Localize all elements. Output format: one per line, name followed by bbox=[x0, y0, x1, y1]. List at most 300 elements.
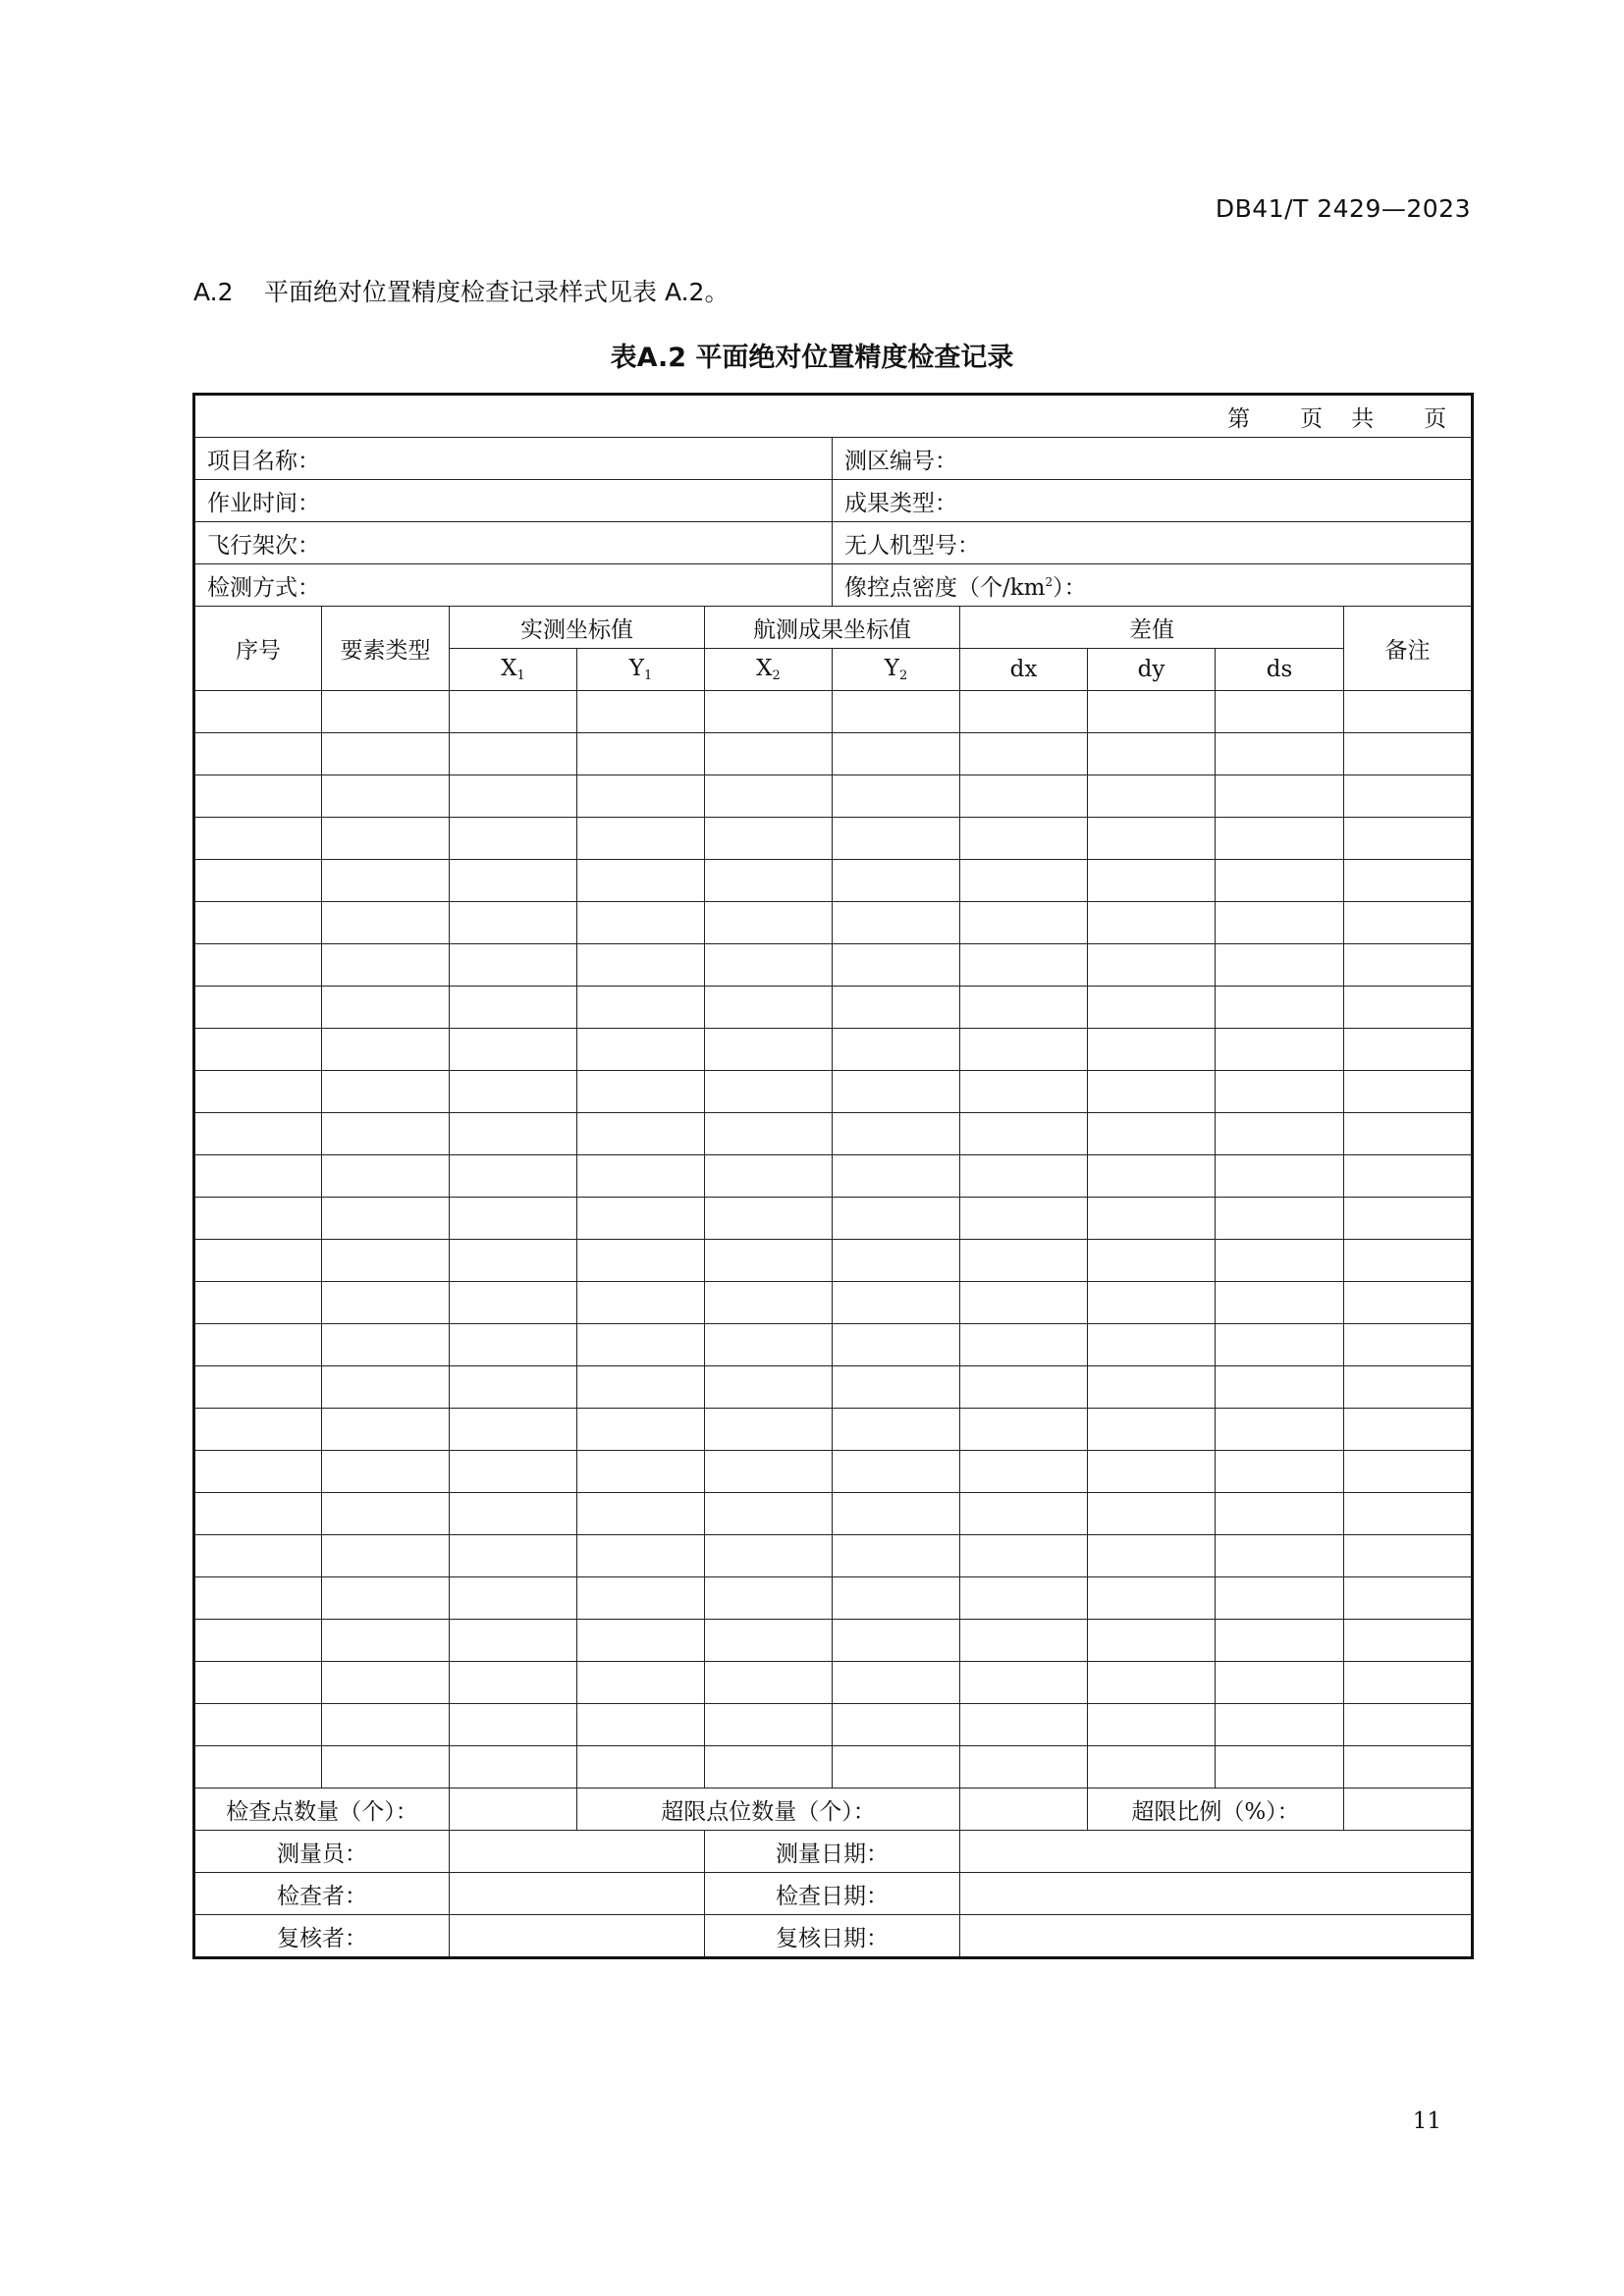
seq-cell[interactable] bbox=[194, 1535, 322, 1577]
dx-cell[interactable] bbox=[960, 1704, 1088, 1746]
y2-cell[interactable] bbox=[833, 818, 960, 860]
remark-cell[interactable] bbox=[1344, 1029, 1473, 1071]
remark-cell[interactable] bbox=[1344, 860, 1473, 902]
remark-cell[interactable] bbox=[1344, 1409, 1473, 1451]
x1-cell[interactable] bbox=[450, 1535, 577, 1577]
x1-cell[interactable] bbox=[450, 1029, 577, 1071]
ds-cell[interactable] bbox=[1216, 1071, 1344, 1113]
surveyor-value[interactable] bbox=[450, 1831, 705, 1873]
x2-cell[interactable] bbox=[705, 1620, 833, 1662]
dx-cell[interactable] bbox=[960, 1071, 1088, 1113]
remark-cell[interactable] bbox=[1344, 1155, 1473, 1198]
y1-cell[interactable] bbox=[577, 944, 705, 987]
x1-cell[interactable] bbox=[450, 1662, 577, 1704]
y1-cell[interactable] bbox=[577, 1366, 705, 1409]
feature-type-cell[interactable] bbox=[322, 944, 450, 987]
x1-cell[interactable] bbox=[450, 860, 577, 902]
x1-cell[interactable] bbox=[450, 775, 577, 818]
feature-type-cell[interactable] bbox=[322, 691, 450, 733]
dy-cell[interactable] bbox=[1088, 775, 1216, 818]
x1-cell[interactable] bbox=[450, 1324, 577, 1366]
y2-cell[interactable] bbox=[833, 1535, 960, 1577]
dx-cell[interactable] bbox=[960, 1535, 1088, 1577]
ds-cell[interactable] bbox=[1216, 691, 1344, 733]
y2-cell[interactable] bbox=[833, 944, 960, 987]
seq-cell[interactable] bbox=[194, 1366, 322, 1409]
seq-cell[interactable] bbox=[194, 1704, 322, 1746]
x1-cell[interactable] bbox=[450, 944, 577, 987]
data-entry-row bbox=[194, 1704, 1473, 1746]
ds-cell[interactable] bbox=[1216, 1704, 1344, 1746]
y2-cell[interactable] bbox=[833, 1198, 960, 1240]
y1-cell[interactable] bbox=[577, 818, 705, 860]
data-entry-row bbox=[194, 1493, 1473, 1535]
check-method-field[interactable]: 检测方式： bbox=[194, 564, 833, 607]
feature-type-cell[interactable] bbox=[322, 818, 450, 860]
feature-type-cell[interactable] bbox=[322, 1029, 450, 1071]
y2-cell[interactable] bbox=[833, 1493, 960, 1535]
surveyor-label: 测量员： bbox=[194, 1831, 450, 1873]
y2-cell[interactable] bbox=[833, 1029, 960, 1071]
ds-cell[interactable] bbox=[1216, 1366, 1344, 1409]
over-limit-ratio-value[interactable] bbox=[1344, 1789, 1473, 1831]
x2-cell[interactable] bbox=[705, 1240, 833, 1282]
feature-type-cell[interactable] bbox=[322, 860, 450, 902]
over-limit-ratio-label: 超限比例（%）： bbox=[1088, 1789, 1344, 1831]
seq-cell[interactable] bbox=[194, 1324, 322, 1366]
y2-cell[interactable] bbox=[833, 1366, 960, 1409]
dy-cell[interactable] bbox=[1088, 1662, 1216, 1704]
remark-cell[interactable] bbox=[1344, 1366, 1473, 1409]
y2-cell[interactable] bbox=[833, 1240, 960, 1282]
dx-cell[interactable] bbox=[960, 1155, 1088, 1198]
y1-cell[interactable] bbox=[577, 1324, 705, 1366]
y1-cell[interactable] bbox=[577, 1198, 705, 1240]
col-x2-header: $X_2$ bbox=[705, 649, 833, 691]
seq-cell[interactable] bbox=[194, 1071, 322, 1113]
x1-cell[interactable] bbox=[450, 1451, 577, 1493]
y1-cell[interactable] bbox=[577, 1155, 705, 1198]
dx-cell[interactable] bbox=[960, 1029, 1088, 1071]
ds-cell[interactable] bbox=[1216, 1324, 1344, 1366]
ds-cell[interactable] bbox=[1216, 1746, 1344, 1789]
dx-cell[interactable] bbox=[960, 691, 1088, 733]
y2-cell[interactable] bbox=[833, 1662, 960, 1704]
y2-cell[interactable] bbox=[833, 1620, 960, 1662]
y1-cell[interactable] bbox=[577, 1704, 705, 1746]
x1-cell[interactable] bbox=[450, 1155, 577, 1198]
y1-cell[interactable] bbox=[577, 775, 705, 818]
dy-cell[interactable] bbox=[1088, 1451, 1216, 1493]
remark-cell[interactable] bbox=[1344, 1451, 1473, 1493]
y2-cell[interactable] bbox=[833, 691, 960, 733]
x1-cell[interactable] bbox=[450, 1282, 577, 1324]
dy-cell[interactable] bbox=[1088, 1155, 1216, 1198]
y2-cell[interactable] bbox=[833, 987, 960, 1029]
ds-cell[interactable] bbox=[1216, 1493, 1344, 1535]
x2-cell[interactable] bbox=[705, 1029, 833, 1071]
dx-cell[interactable] bbox=[960, 1662, 1088, 1704]
seq-cell[interactable] bbox=[194, 1155, 322, 1198]
ds-cell[interactable] bbox=[1216, 1662, 1344, 1704]
feature-type-cell[interactable] bbox=[322, 1662, 450, 1704]
remark-cell[interactable] bbox=[1344, 1198, 1473, 1240]
feature-type-cell[interactable] bbox=[322, 1493, 450, 1535]
x1-cell[interactable] bbox=[450, 1113, 577, 1155]
y2-cell[interactable] bbox=[833, 1409, 960, 1451]
ds-cell[interactable] bbox=[1216, 1198, 1344, 1240]
y2-cell[interactable] bbox=[833, 902, 960, 944]
y2-cell[interactable] bbox=[833, 1704, 960, 1746]
feature-type-cell[interactable] bbox=[322, 1324, 450, 1366]
y2-cell[interactable] bbox=[833, 1451, 960, 1493]
y1-cell[interactable] bbox=[577, 1535, 705, 1577]
dy-cell[interactable] bbox=[1088, 902, 1216, 944]
x2-cell[interactable] bbox=[705, 1071, 833, 1113]
seq-cell[interactable] bbox=[194, 1409, 322, 1451]
review-date-value[interactable] bbox=[960, 1915, 1473, 1958]
dx-cell[interactable] bbox=[960, 1324, 1088, 1366]
seq-cell[interactable] bbox=[194, 691, 322, 733]
reviewer-value[interactable] bbox=[450, 1915, 705, 1958]
dy-cell[interactable] bbox=[1088, 1240, 1216, 1282]
x2-cell[interactable] bbox=[705, 1662, 833, 1704]
x2-cell[interactable] bbox=[705, 1324, 833, 1366]
remark-cell[interactable] bbox=[1344, 1577, 1473, 1620]
dy-cell[interactable] bbox=[1088, 733, 1216, 775]
feature-type-cell[interactable] bbox=[322, 1198, 450, 1240]
remark-cell[interactable] bbox=[1344, 691, 1473, 733]
x1-cell[interactable] bbox=[450, 1746, 577, 1789]
col-measured-header: 实测坐标值 bbox=[450, 607, 705, 649]
dy-cell[interactable] bbox=[1088, 1535, 1216, 1577]
x2-cell[interactable] bbox=[705, 1577, 833, 1620]
dx-cell[interactable] bbox=[960, 1240, 1088, 1282]
dx-cell[interactable] bbox=[960, 987, 1088, 1029]
ds-cell[interactable] bbox=[1216, 1155, 1344, 1198]
x2-cell[interactable] bbox=[705, 1704, 833, 1746]
ds-cell[interactable] bbox=[1216, 733, 1344, 775]
dx-cell[interactable] bbox=[960, 818, 1088, 860]
x1-cell[interactable] bbox=[450, 1409, 577, 1451]
dx-cell[interactable] bbox=[960, 733, 1088, 775]
seq-cell[interactable] bbox=[194, 1240, 322, 1282]
dx-cell[interactable] bbox=[960, 1493, 1088, 1535]
seq-cell[interactable] bbox=[194, 1493, 322, 1535]
feature-type-cell[interactable] bbox=[322, 1577, 450, 1620]
remark-cell[interactable] bbox=[1344, 1746, 1473, 1789]
feature-type-cell[interactable] bbox=[322, 1704, 450, 1746]
feature-type-cell[interactable] bbox=[322, 1366, 450, 1409]
y1-cell[interactable] bbox=[577, 902, 705, 944]
dx-cell[interactable] bbox=[960, 1577, 1088, 1620]
seq-cell[interactable] bbox=[194, 818, 322, 860]
dy-cell[interactable] bbox=[1088, 691, 1216, 733]
ds-cell[interactable] bbox=[1216, 944, 1344, 987]
y1-cell[interactable] bbox=[577, 733, 705, 775]
seq-cell[interactable] bbox=[194, 987, 322, 1029]
dx-cell[interactable] bbox=[960, 1451, 1088, 1493]
x2-cell[interactable] bbox=[705, 1282, 833, 1324]
x1-cell[interactable] bbox=[450, 691, 577, 733]
feature-type-cell[interactable] bbox=[322, 1240, 450, 1282]
y1-cell[interactable] bbox=[577, 860, 705, 902]
remark-cell[interactable] bbox=[1344, 987, 1473, 1029]
data-entry-row bbox=[194, 1535, 1473, 1577]
feature-type-cell[interactable] bbox=[322, 1071, 450, 1113]
y1-cell[interactable] bbox=[577, 1240, 705, 1282]
feature-type-cell[interactable] bbox=[322, 1155, 450, 1198]
seq-cell[interactable] bbox=[194, 733, 322, 775]
x2-cell[interactable] bbox=[705, 818, 833, 860]
y2-cell[interactable] bbox=[833, 1577, 960, 1620]
dx-cell[interactable] bbox=[960, 944, 1088, 987]
x1-cell[interactable] bbox=[450, 1704, 577, 1746]
feature-type-cell[interactable] bbox=[322, 1409, 450, 1451]
feature-type-cell[interactable] bbox=[322, 733, 450, 775]
uav-model-field[interactable]: 无人机型号： bbox=[833, 522, 1473, 564]
x2-cell[interactable] bbox=[705, 1451, 833, 1493]
y2-cell[interactable] bbox=[833, 860, 960, 902]
dy-cell[interactable] bbox=[1088, 1282, 1216, 1324]
x2-cell[interactable] bbox=[705, 860, 833, 902]
dy-cell[interactable] bbox=[1088, 987, 1216, 1029]
data-entry-row bbox=[194, 1198, 1473, 1240]
ds-cell[interactable] bbox=[1216, 1409, 1344, 1451]
dy-cell[interactable] bbox=[1088, 1577, 1216, 1620]
gcp-density-field[interactable] bbox=[833, 564, 1473, 607]
y1-cell[interactable] bbox=[577, 1662, 705, 1704]
ds-cell[interactable] bbox=[1216, 1451, 1344, 1493]
accuracy-record-table bbox=[192, 393, 1474, 1959]
dy-cell[interactable] bbox=[1088, 944, 1216, 987]
y2-cell[interactable] bbox=[833, 1155, 960, 1198]
dx-cell[interactable] bbox=[960, 1282, 1088, 1324]
remark-cell[interactable] bbox=[1344, 1324, 1473, 1366]
feature-type-cell[interactable] bbox=[322, 1535, 450, 1577]
col-x1-header: $X_1$ bbox=[450, 649, 577, 691]
x1-cell[interactable] bbox=[450, 1620, 577, 1662]
remark-cell[interactable] bbox=[1344, 1535, 1473, 1577]
page-label-di: 第 bbox=[1227, 405, 1252, 432]
seq-cell[interactable] bbox=[194, 902, 322, 944]
x1-cell[interactable] bbox=[450, 1240, 577, 1282]
dy-cell[interactable] bbox=[1088, 1113, 1216, 1155]
dx-cell[interactable] bbox=[960, 1366, 1088, 1409]
dy-cell[interactable] bbox=[1088, 1704, 1216, 1746]
y2-cell[interactable] bbox=[833, 1113, 960, 1155]
ds-cell[interactable] bbox=[1216, 1029, 1344, 1071]
dx-cell[interactable] bbox=[960, 775, 1088, 818]
remark-cell[interactable] bbox=[1344, 944, 1473, 987]
feature-type-cell[interactable] bbox=[322, 987, 450, 1029]
result-type-field[interactable]: 成果类型： bbox=[833, 480, 1473, 522]
x2-cell[interactable] bbox=[705, 987, 833, 1029]
seq-cell[interactable] bbox=[194, 1577, 322, 1620]
feature-type-cell[interactable] bbox=[322, 1746, 450, 1789]
x2-cell[interactable] bbox=[705, 1409, 833, 1451]
remark-cell[interactable] bbox=[1344, 1240, 1473, 1282]
seq-cell[interactable] bbox=[194, 1029, 322, 1071]
dy-cell[interactable] bbox=[1088, 818, 1216, 860]
seq-cell[interactable] bbox=[194, 1113, 322, 1155]
dy-cell[interactable] bbox=[1088, 1620, 1216, 1662]
x1-cell[interactable] bbox=[450, 1577, 577, 1620]
x2-cell[interactable] bbox=[705, 902, 833, 944]
remark-cell[interactable] bbox=[1344, 1662, 1473, 1704]
data-entry-row bbox=[194, 860, 1473, 902]
y1-cell[interactable] bbox=[577, 691, 705, 733]
remark-cell[interactable] bbox=[1344, 1493, 1473, 1535]
ds-cell[interactable] bbox=[1216, 1577, 1344, 1620]
data-entry-row bbox=[194, 1029, 1473, 1071]
y1-cell[interactable] bbox=[577, 987, 705, 1029]
dy-cell[interactable] bbox=[1088, 1198, 1216, 1240]
x2-cell[interactable] bbox=[705, 1155, 833, 1198]
feature-type-cell[interactable] bbox=[322, 1282, 450, 1324]
x2-cell[interactable] bbox=[705, 1535, 833, 1577]
document-code: DB41/T 2429—2023 bbox=[1215, 194, 1471, 223]
ds-cell[interactable] bbox=[1216, 860, 1344, 902]
dx-cell[interactable] bbox=[960, 902, 1088, 944]
feature-type-cell[interactable] bbox=[322, 1451, 450, 1493]
work-time-field[interactable]: 作业时间： bbox=[194, 480, 833, 522]
y2-cell[interactable] bbox=[833, 1746, 960, 1789]
remark-cell[interactable] bbox=[1344, 775, 1473, 818]
dy-cell[interactable] bbox=[1088, 1366, 1216, 1409]
ds-cell[interactable] bbox=[1216, 818, 1344, 860]
section-number: A.2 bbox=[193, 278, 234, 306]
ds-cell[interactable] bbox=[1216, 902, 1344, 944]
flight-sortie-field[interactable]: 飞行架次： bbox=[194, 522, 833, 564]
feature-type-cell[interactable] bbox=[322, 1113, 450, 1155]
seq-cell[interactable] bbox=[194, 1662, 322, 1704]
ds-cell[interactable] bbox=[1216, 987, 1344, 1029]
col-remark-header: 备注 bbox=[1344, 607, 1473, 691]
remark-cell[interactable] bbox=[1344, 1282, 1473, 1324]
y1-cell[interactable] bbox=[577, 1409, 705, 1451]
ds-cell[interactable] bbox=[1216, 1535, 1344, 1577]
seq-cell[interactable] bbox=[194, 1746, 322, 1789]
dy-cell[interactable] bbox=[1088, 1409, 1216, 1451]
review-date-label: 复核日期： bbox=[705, 1915, 960, 1958]
remark-cell[interactable] bbox=[1344, 1113, 1473, 1155]
checker-value[interactable] bbox=[450, 1873, 705, 1915]
x2-cell[interactable] bbox=[705, 1746, 833, 1789]
remark-cell[interactable] bbox=[1344, 1620, 1473, 1662]
x2-cell[interactable] bbox=[705, 775, 833, 818]
y2-cell[interactable] bbox=[833, 1071, 960, 1113]
data-entry-row bbox=[194, 1113, 1473, 1155]
ds-cell[interactable] bbox=[1216, 1620, 1344, 1662]
remark-cell[interactable] bbox=[1344, 818, 1473, 860]
x2-cell[interactable] bbox=[705, 944, 833, 987]
dx-cell[interactable] bbox=[960, 1620, 1088, 1662]
seq-cell[interactable] bbox=[194, 1282, 322, 1324]
y2-cell[interactable] bbox=[833, 775, 960, 818]
data-entry-row bbox=[194, 1746, 1473, 1789]
x1-cell[interactable] bbox=[450, 1198, 577, 1240]
x1-cell[interactable] bbox=[450, 902, 577, 944]
remark-cell[interactable] bbox=[1344, 902, 1473, 944]
check-count-value[interactable] bbox=[450, 1789, 577, 1831]
dx-cell[interactable] bbox=[960, 1198, 1088, 1240]
y1-cell[interactable] bbox=[577, 1071, 705, 1113]
feature-type-cell[interactable] bbox=[322, 1620, 450, 1662]
dx-cell[interactable] bbox=[960, 1113, 1088, 1155]
remark-cell[interactable] bbox=[1344, 1704, 1473, 1746]
y2-cell[interactable] bbox=[833, 1282, 960, 1324]
y1-cell[interactable] bbox=[577, 1282, 705, 1324]
seq-cell[interactable] bbox=[194, 1620, 322, 1662]
ds-cell[interactable] bbox=[1216, 1240, 1344, 1282]
project-name-field[interactable]: 项目名称： bbox=[194, 438, 833, 480]
feature-type-cell[interactable] bbox=[322, 902, 450, 944]
x2-cell[interactable] bbox=[705, 1366, 833, 1409]
y1-cell[interactable] bbox=[577, 1746, 705, 1789]
x2-cell[interactable] bbox=[705, 691, 833, 733]
dx-cell[interactable] bbox=[960, 860, 1088, 902]
seq-cell[interactable] bbox=[194, 860, 322, 902]
x1-cell[interactable] bbox=[450, 733, 577, 775]
x1-cell[interactable] bbox=[450, 1493, 577, 1535]
feature-type-cell[interactable] bbox=[322, 775, 450, 818]
over-limit-count-value[interactable] bbox=[960, 1789, 1088, 1831]
y2-cell[interactable] bbox=[833, 1324, 960, 1366]
remark-cell[interactable] bbox=[1344, 1071, 1473, 1113]
dy-cell[interactable] bbox=[1088, 1493, 1216, 1535]
y1-cell[interactable] bbox=[577, 1113, 705, 1155]
x2-cell[interactable] bbox=[705, 733, 833, 775]
survey-area-no-field[interactable]: 测区编号： bbox=[833, 438, 1473, 480]
ds-cell[interactable] bbox=[1216, 1282, 1344, 1324]
x1-cell[interactable] bbox=[450, 987, 577, 1029]
ds-cell[interactable] bbox=[1216, 775, 1344, 818]
survey-date-value[interactable] bbox=[960, 1831, 1473, 1873]
y2-cell[interactable] bbox=[833, 733, 960, 775]
x1-cell[interactable] bbox=[450, 818, 577, 860]
gcp-density-suffix: ）： bbox=[1053, 574, 1087, 601]
x1-cell[interactable] bbox=[450, 1071, 577, 1113]
y1-cell[interactable] bbox=[577, 1451, 705, 1493]
seq-cell[interactable] bbox=[194, 1198, 322, 1240]
x2-cell[interactable] bbox=[705, 1113, 833, 1155]
y1-cell[interactable] bbox=[577, 1493, 705, 1535]
check-date-value[interactable] bbox=[960, 1873, 1473, 1915]
data-entry-row bbox=[194, 1577, 1473, 1620]
dy-cell[interactable] bbox=[1088, 860, 1216, 902]
dy-cell[interactable] bbox=[1088, 1071, 1216, 1113]
x2-cell[interactable] bbox=[705, 1198, 833, 1240]
seq-cell[interactable] bbox=[194, 944, 322, 987]
table-caption: 表A.2 平面绝对位置精度检查记录 bbox=[610, 343, 1014, 373]
remark-cell[interactable] bbox=[1344, 733, 1473, 775]
dy-cell[interactable] bbox=[1088, 1029, 1216, 1071]
dx-cell[interactable] bbox=[960, 1409, 1088, 1451]
dy-cell[interactable] bbox=[1088, 1324, 1216, 1366]
x2-cell[interactable] bbox=[705, 1493, 833, 1535]
y1-cell[interactable] bbox=[577, 1620, 705, 1662]
dx-cell[interactable] bbox=[960, 1746, 1088, 1789]
seq-cell[interactable] bbox=[194, 1451, 322, 1493]
dy-cell[interactable] bbox=[1088, 1746, 1216, 1789]
seq-cell[interactable] bbox=[194, 775, 322, 818]
ds-cell[interactable] bbox=[1216, 1113, 1344, 1155]
y1-cell[interactable] bbox=[577, 1029, 705, 1071]
y1-cell[interactable] bbox=[577, 1577, 705, 1620]
data-entry-row bbox=[194, 1155, 1473, 1198]
x1-cell[interactable] bbox=[450, 1366, 577, 1409]
